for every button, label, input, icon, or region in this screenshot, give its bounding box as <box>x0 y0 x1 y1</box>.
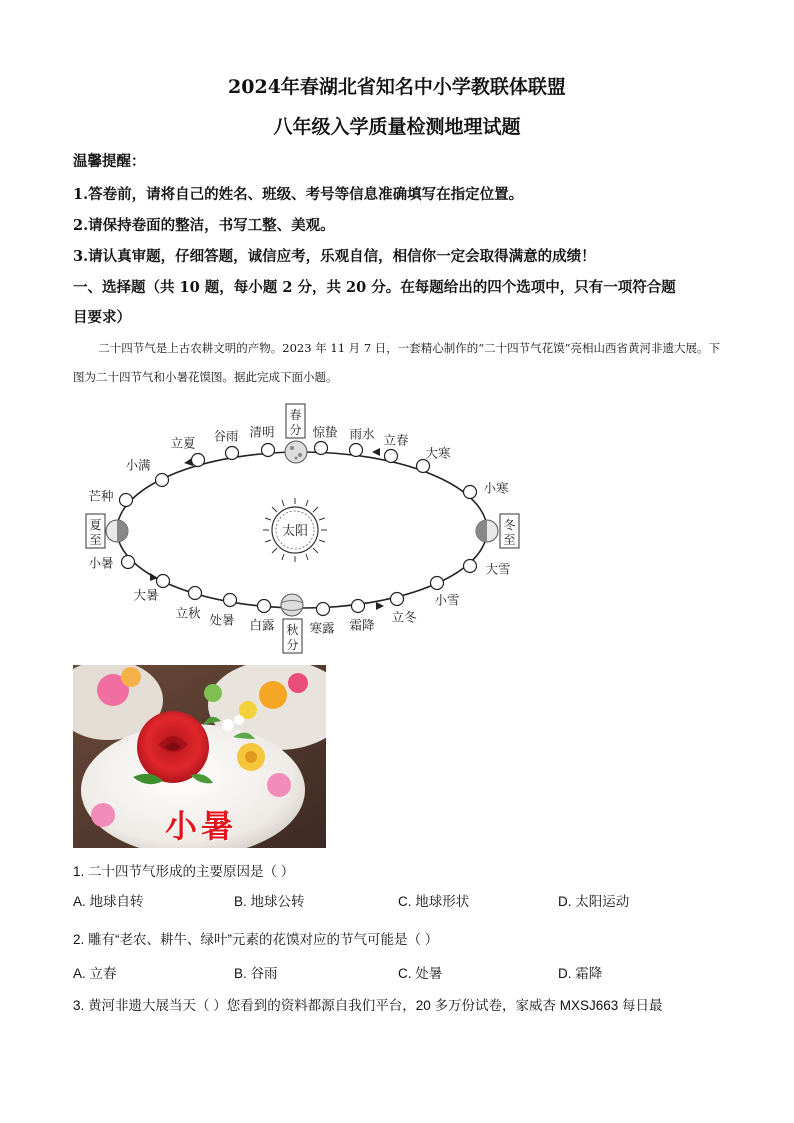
solar-term-dot <box>122 556 135 569</box>
notice-item-2: 2.请保持卷面的整洁，书写工整、美观。 <box>73 217 335 234</box>
page-title-line2: 八年级入学质量检测地理试题 <box>273 116 521 138</box>
solar-term-dot <box>156 474 169 487</box>
passage-text: 二十四节气是上古农耕文明的产物。2023 年 11 月 7 日，一套精心制作的“二十四节气花馍”亮相山西省黄河非遗大展。下图为二十四节气和小暑花馍图。据此完成下面小题。 <box>73 341 721 384</box>
solar-term-dot <box>120 494 133 507</box>
label-autumn-equinox: 秋分 <box>286 623 299 652</box>
solar-term-label: 立春 <box>383 432 409 448</box>
solar-term-label: 小满 <box>125 457 151 473</box>
solar-term-label: 谷雨 <box>213 428 239 444</box>
solar-term-label: 小寒 <box>483 480 509 496</box>
question-2-option-d[interactable]: D. 霜降 <box>558 966 603 981</box>
question-2-stem: 2. 雕有“老农、耕牛、绿叶”元素的花馍对应的节气可能是（ ） <box>73 932 439 947</box>
question-3-stem: 3. 黄河非遗大展当天（ ）您看到的资料都源自我们平台，20 多万份试卷，家威杏 MXSJ663 每日最 <box>73 998 663 1013</box>
solar-term-label: 清明 <box>249 424 275 440</box>
question-2-option-c[interactable]: C. 处暑 <box>398 966 443 981</box>
question-2-option-a[interactable]: A. 立春 <box>73 966 117 981</box>
solar-term-dot <box>157 575 170 588</box>
solar-term-dot <box>262 444 275 457</box>
notice-item-3: 3.请认真审题，仔细答题，诚信应考，乐观自信，相信你一定会取得满意的成绩！ <box>73 248 596 265</box>
section-heading-line2: 目要求） <box>73 309 131 326</box>
solar-term-dot <box>258 600 271 613</box>
solar-terms-diagram <box>0 400 794 660</box>
xiaoshu-huamo-photo <box>73 665 326 848</box>
solar-term-dot <box>417 460 430 473</box>
earth-autumn-icon <box>281 594 303 616</box>
solar-term-dot <box>224 594 237 607</box>
solar-term-dot <box>315 442 328 455</box>
solar-term-label: 大雪 <box>485 561 511 577</box>
solar-term-label: 白露 <box>249 617 275 633</box>
solar-term-dot <box>192 454 205 467</box>
label-spring-equinox: 春分 <box>289 408 302 437</box>
earth-winter-icon <box>476 520 498 542</box>
solar-term-label: 处暑 <box>209 612 235 628</box>
solar-term-label: 芒种 <box>88 488 114 504</box>
solar-term-dot <box>385 450 398 463</box>
sun-label: 太阳 <box>281 524 309 539</box>
solar-term-dot <box>431 577 444 590</box>
solar-term-label: 雨水 <box>349 426 375 442</box>
solar-term-label: 大寒 <box>425 445 451 461</box>
solar-term-label: 霜降 <box>349 617 375 633</box>
page-title-line1: 2024年春湖北省知名中小学教联体联盟 <box>228 76 566 98</box>
question-1-option-c[interactable]: C. 地球形状 <box>398 894 470 909</box>
solar-term-label: 立秋 <box>175 605 201 621</box>
question-1-option-b[interactable]: B. 地球公转 <box>234 894 305 909</box>
solar-term-dot <box>464 486 477 499</box>
solar-term-dot <box>226 447 239 460</box>
solar-term-label: 小暑 <box>88 555 114 571</box>
solar-term-dot <box>189 587 202 600</box>
solar-term-label: 立夏 <box>170 435 196 451</box>
section-heading-line1: 一、选择题（共 10 题，每小题 2 分，共 20 分。在每题给出的四个选项中，只有一项符合题 <box>73 279 676 296</box>
solar-term-dot <box>391 593 404 606</box>
solar-term-label: 惊蛰 <box>312 424 338 440</box>
earth-spring-icon <box>285 441 307 463</box>
photo-caption: 小暑 <box>165 807 238 845</box>
earth-summer-icon <box>106 520 128 542</box>
label-summer-solstice: 夏至 <box>89 518 102 547</box>
solar-term-dot <box>350 444 363 457</box>
orbit-arrow-bottom <box>376 602 384 610</box>
question-1-option-a[interactable]: A. 地球自转 <box>73 894 144 909</box>
solar-term-label: 立冬 <box>391 609 417 625</box>
orbit-arrow-top <box>372 448 380 456</box>
solar-term-dot <box>352 600 365 613</box>
notice-heading: 温馨提醒： <box>73 153 146 170</box>
solar-term-dot <box>317 603 330 616</box>
solar-term-label: 寒露 <box>309 620 335 636</box>
question-2-option-b[interactable]: B. 谷雨 <box>234 966 278 981</box>
solar-term-label: 大暑 <box>133 587 159 603</box>
question-1-stem: 1. 二十四节气形成的主要原因是（ ） <box>73 864 295 879</box>
question-1-option-d[interactable]: D. 太阳运动 <box>558 894 630 909</box>
solar-term-dot <box>464 560 477 573</box>
label-winter-solstice: 冬至 <box>503 518 516 547</box>
notice-item-1: 1.答卷前，请将自己的姓名、班级、考号等信息准确填写在指定位置。 <box>73 186 524 203</box>
solar-term-label: 小雪 <box>434 592 460 608</box>
